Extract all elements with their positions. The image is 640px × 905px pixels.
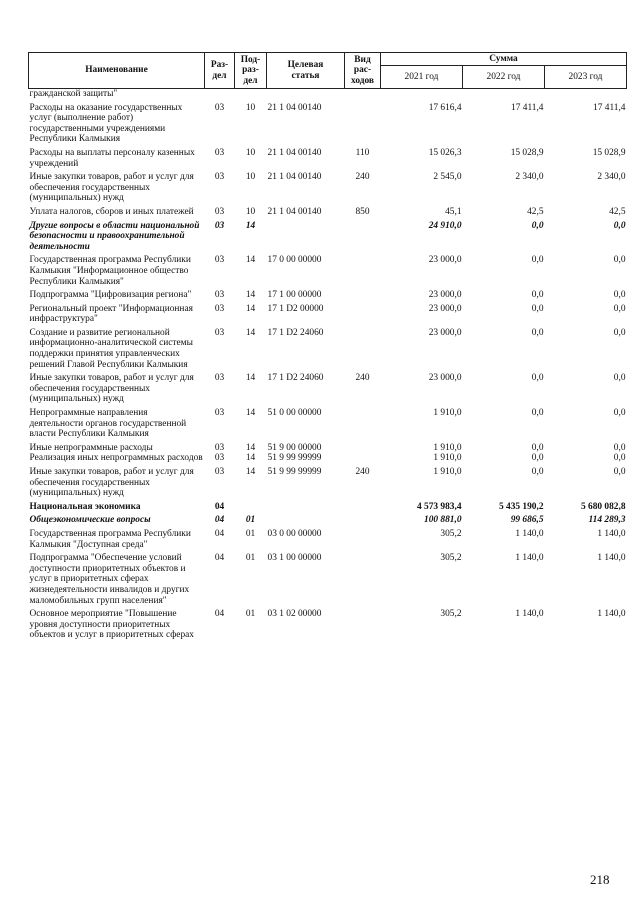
cell-y2023: 0,0 [613, 255, 626, 266]
cell-podrazdel: 10 [245, 172, 256, 183]
cell-razdel: 04 [214, 528, 225, 539]
table-row [29, 290, 627, 304]
table-row [29, 89, 627, 103]
cell-y2021: 23 000,0 [428, 303, 462, 314]
cell-razdel [205, 89, 235, 103]
cell-vid [345, 304, 381, 328]
cell-y2023: 15 028,9 [592, 147, 626, 158]
cell-y2023: 0,0 [613, 220, 626, 231]
cell-name: Расходы на выплаты персоналу казенных учреждений [29, 147, 195, 169]
cell-y2023: 0,0 [613, 303, 626, 314]
cell-celevaya [267, 515, 345, 529]
cell-podrazdel: 14 [245, 373, 256, 384]
cell-y2022: 17 411,4 [511, 102, 544, 113]
table-row [29, 515, 627, 529]
table-row [29, 221, 627, 256]
table-row [29, 373, 627, 408]
cell-razdel: 04 [214, 553, 225, 564]
table-row [29, 207, 627, 221]
cell-y2022 [463, 89, 545, 103]
cell-podrazdel: 10 [245, 206, 256, 217]
table-header [29, 53, 627, 89]
cell-vid [345, 515, 381, 529]
cell-y2023: 5 680 082,8 [580, 501, 626, 512]
table-body [29, 89, 627, 644]
cell-vid [345, 502, 381, 516]
cell-razdel: 03 [214, 453, 225, 464]
cell-razdel: 03 [214, 408, 225, 419]
cell-y2022: 2 340,0 [515, 172, 544, 183]
table-row [29, 529, 627, 553]
cell-celevaya: 51 9 99 99999 [267, 453, 322, 464]
cell-name: Другие вопросы в области национальной безопасности и правоохранительной деятельности [29, 220, 200, 252]
cell-razdel: 03 [214, 102, 225, 113]
cell-name: гражданской защиты" [29, 89, 118, 99]
cell-y2023: 0,0 [613, 453, 626, 464]
table-row [29, 304, 627, 328]
cell-y2023: 1 140,0 [597, 609, 626, 620]
cell-celevaya: 17 1 D2 24060 [267, 373, 324, 384]
cell-razdel: 04 [214, 515, 225, 526]
cell-y2022: 0,0 [531, 373, 544, 384]
cell-y2021: 305,2 [440, 553, 462, 564]
cell-vid [345, 290, 381, 304]
cell-y2022: 0,0 [531, 453, 544, 464]
header-podrazdel [235, 53, 267, 89]
cell-y2022: 99 686,5 [510, 515, 544, 526]
table-row [29, 255, 627, 290]
cell-y2023: 1 140,0 [597, 553, 626, 564]
cell-razdel: 03 [214, 442, 225, 453]
cell-podrazdel: 14 [245, 220, 256, 231]
cell-name: Создание и развитие региональной информационно-аналитической системы поддержки принятия управленческих решений Главой Республики Калмыкия [29, 327, 193, 370]
cell-y2021: 23 000,0 [428, 327, 462, 338]
cell-razdel: 04 [214, 609, 225, 620]
cell-podrazdel: 14 [245, 255, 256, 266]
table-row [29, 453, 627, 467]
cell-celevaya: 17 1 00 00000 [267, 290, 322, 301]
cell-vid [345, 553, 381, 609]
cell-celevaya: 21 1 04 00140 [267, 102, 322, 113]
cell-y2022: 0,0 [531, 220, 544, 231]
header-2021: 2021 год [381, 66, 463, 89]
table-row [29, 408, 627, 443]
cell-celevaya: 03 0 00 00000 [267, 528, 322, 539]
cell-podrazdel: 14 [245, 303, 256, 314]
cell-name: Подпрограмма "Цифровизация региона" [29, 290, 192, 301]
cell-name: Реализация иных непрограммных расходов [29, 453, 203, 464]
cell-vid: 850 [355, 206, 370, 217]
cell-y2023: 0,0 [613, 290, 626, 301]
table-row [29, 103, 627, 148]
cell-y2023: 0,0 [613, 408, 626, 419]
cell-name: Расходы на оказание государственных услуг (выполнение работ) государственными учреждениями Республики Калмыкия [29, 102, 183, 145]
cell-y2022: 0,0 [531, 303, 544, 314]
cell-celevaya: 03 1 02 00000 [267, 609, 322, 620]
cell-y2023 [545, 89, 627, 103]
cell-y2021: 45,1 [445, 206, 462, 217]
cell-y2023: 42,5 [609, 206, 626, 217]
cell-vid [345, 103, 381, 148]
cell-razdel: 03 [214, 467, 225, 477]
cell-y2023: 0,0 [613, 373, 626, 384]
cell-podrazdel: 10 [245, 102, 256, 113]
cell-vid [345, 408, 381, 443]
cell-y2021: 305,2 [440, 528, 462, 539]
cell-podrazdel: 14 [245, 453, 256, 464]
cell-y2023: 17 411,4 [593, 102, 626, 113]
cell-name: Подпрограмма "Обеспечение условий доступности приоритетных объектов и услуг в приоритетных сферах жизнедеятельности инвалидов и других маломобильных групп населения" [29, 553, 190, 606]
cell-razdel: 03 [214, 373, 225, 384]
cell-celevaya: 21 1 04 00140 [267, 172, 322, 183]
cell-name: Иные непрограммные расходы [29, 442, 153, 453]
cell-y2021: 100 881,0 [424, 515, 462, 526]
cell-vid: 240 [355, 172, 370, 183]
cell-vid [345, 453, 381, 467]
cell-y2022: 1 140,0 [515, 609, 544, 620]
table-row [29, 502, 627, 516]
cell-y2021: 23 000,0 [428, 373, 462, 384]
cell-y2022: 5 435 190,2 [498, 501, 544, 512]
cell-podrazdel [235, 89, 267, 103]
cell-celevaya [267, 502, 345, 516]
cell-razdel: 03 [214, 255, 225, 266]
cell-razdel: 03 [214, 327, 225, 338]
header-celevaya [267, 53, 345, 89]
cell-y2022: 0,0 [531, 255, 544, 266]
cell-y2021: 1 910,0 [433, 467, 462, 477]
header-vid [345, 53, 381, 89]
header-2022: 2022 год [463, 66, 545, 89]
cell-y2022: 0,0 [531, 442, 544, 453]
cell-y2021: 1 910,0 [433, 453, 462, 464]
cell-vid [345, 529, 381, 553]
cell-y2021: 2 545,0 [433, 172, 462, 183]
cell-y2021 [381, 89, 463, 103]
cell-podrazdel: 14 [245, 327, 256, 338]
cell-vid: 110 [355, 147, 370, 158]
cell-y2023: 2 340,0 [597, 172, 626, 183]
table-row [29, 609, 627, 644]
header-summa: Сумма [381, 53, 627, 66]
cell-y2022: 1 140,0 [515, 528, 544, 539]
cell-y2021: 15 026,3 [428, 147, 462, 158]
cell-celevaya: 03 1 00 00000 [267, 553, 322, 564]
table-row [29, 172, 627, 207]
cell-celevaya: 17 1 D2 24060 [267, 327, 324, 338]
cell-name: Государственная программа Республики Калмыкия "Доступная среда" [29, 528, 191, 550]
cell-y2021: 23 000,0 [428, 290, 462, 301]
cell-y2022: 15 028,9 [510, 147, 544, 158]
cell-podrazdel: 14 [245, 408, 256, 419]
cell-y2023: 0,0 [613, 442, 626, 453]
cell-celevaya: 17 0 00 00000 [267, 255, 322, 266]
cell-y2022: 0,0 [531, 290, 544, 301]
header-celevaya-text: Целевая статья [287, 60, 324, 81]
cell-name: Государственная программа Республики Калмыкия "Информационное общество Республики Калмыкия" [29, 255, 191, 287]
header-razdel [205, 53, 235, 89]
cell-podrazdel: 14 [245, 290, 256, 301]
cell-podrazdel: 01 [245, 553, 256, 564]
header-vid-text: Вид рас- ходов [350, 54, 374, 86]
cell-razdel: 03 [214, 220, 225, 231]
cell-podrazdel: 14 [245, 442, 256, 453]
cell-podrazdel: 01 [245, 528, 256, 539]
table-row [29, 553, 627, 609]
cell-razdel: 03 [214, 206, 225, 217]
cell-y2021: 24 910,0 [428, 220, 462, 231]
table-row [29, 467, 627, 502]
cell-celevaya [267, 89, 345, 103]
cell-y2023: 1 140,0 [597, 528, 626, 539]
cell-y2021: 4 573 983,4 [416, 501, 462, 512]
cell-name: Иные закупки товаров, работ и услуг для обеспечения государственных (муниципальных) нужд [29, 172, 194, 204]
cell-y2022: 0,0 [531, 327, 544, 338]
header-2023: 2023 год [545, 66, 627, 89]
cell-y2021: 305,2 [440, 609, 462, 620]
cell-podrazdel: 14 [245, 467, 256, 477]
cell-celevaya: 51 9 99 99999 [267, 467, 322, 477]
cell-name: Региональный проект "Информационная инфраструктура" [29, 303, 193, 325]
table-row [29, 148, 627, 172]
cell-y2023: 114 289,3 [588, 515, 626, 526]
cell-y2022: 0,0 [531, 408, 544, 419]
cell-celevaya: 21 1 04 00140 [267, 147, 322, 158]
cell-y2022: 42,5 [527, 206, 544, 217]
header-podrazdel-text: Под- раз- дел [240, 54, 261, 86]
cell-celevaya: 51 9 00 00000 [267, 442, 322, 453]
cell-y2021: 17 616,4 [428, 102, 462, 113]
cell-razdel: 03 [214, 303, 225, 314]
cell-y2022: 0,0 [531, 467, 544, 477]
cell-celevaya: 21 1 04 00140 [267, 206, 322, 217]
cell-name: Иные закупки товаров, работ и услуг для обеспечения государственных (муниципальных) нужд [29, 467, 194, 499]
cell-podrazdel [235, 502, 267, 516]
cell-razdel: 04 [214, 501, 225, 512]
cell-podrazdel: 01 [245, 609, 256, 620]
cell-vid: 240 [355, 373, 370, 384]
cell-vid [345, 328, 381, 373]
cell-name: Непрограммные направления деятельности органов государственной власти Республики Калмыкия [29, 408, 187, 440]
cell-vid: 240 [355, 467, 370, 477]
cell-razdel: 03 [214, 147, 225, 158]
cell-y2021: 1 910,0 [433, 408, 462, 419]
cell-y2021: 23 000,0 [428, 255, 462, 266]
cell-razdel: 03 [214, 172, 225, 183]
cell-vid [345, 89, 381, 103]
budget-table [28, 52, 627, 644]
cell-name: Уплата налогов, сборов и иных платежей [29, 206, 194, 217]
cell-y2023: 0,0 [613, 467, 626, 477]
cell-name: Общеэкономические вопросы [29, 515, 151, 526]
page-number: 218 [590, 872, 610, 887]
cell-vid [345, 255, 381, 290]
cell-vid [345, 221, 381, 256]
cell-celevaya: 51 0 00 00000 [267, 408, 322, 419]
cell-razdel: 03 [214, 290, 225, 301]
cell-y2022: 1 140,0 [515, 553, 544, 564]
cell-name: Основное мероприятие "Повышение уровня доступности приоритетных объектов и услуг в приоритетных сферах [29, 609, 194, 641]
cell-vid [345, 609, 381, 644]
cell-name: Национальная экономика [29, 501, 141, 512]
cell-celevaya: 17 1 D2 00000 [267, 303, 324, 314]
header-razdel-text: Раз- дел [210, 60, 229, 81]
cell-vid [345, 443, 381, 454]
header-name: Наименование [29, 53, 205, 89]
cell-podrazdel: 01 [245, 515, 256, 526]
cell-podrazdel: 10 [245, 147, 256, 158]
cell-name: Иные закупки товаров, работ и услуг для обеспечения государственных (муниципальных) нужд [29, 373, 194, 405]
cell-celevaya [267, 221, 345, 256]
cell-y2021: 1 910,0 [433, 442, 462, 453]
table-row [29, 328, 627, 373]
cell-y2023: 0,0 [613, 327, 626, 338]
table-row [29, 443, 627, 454]
